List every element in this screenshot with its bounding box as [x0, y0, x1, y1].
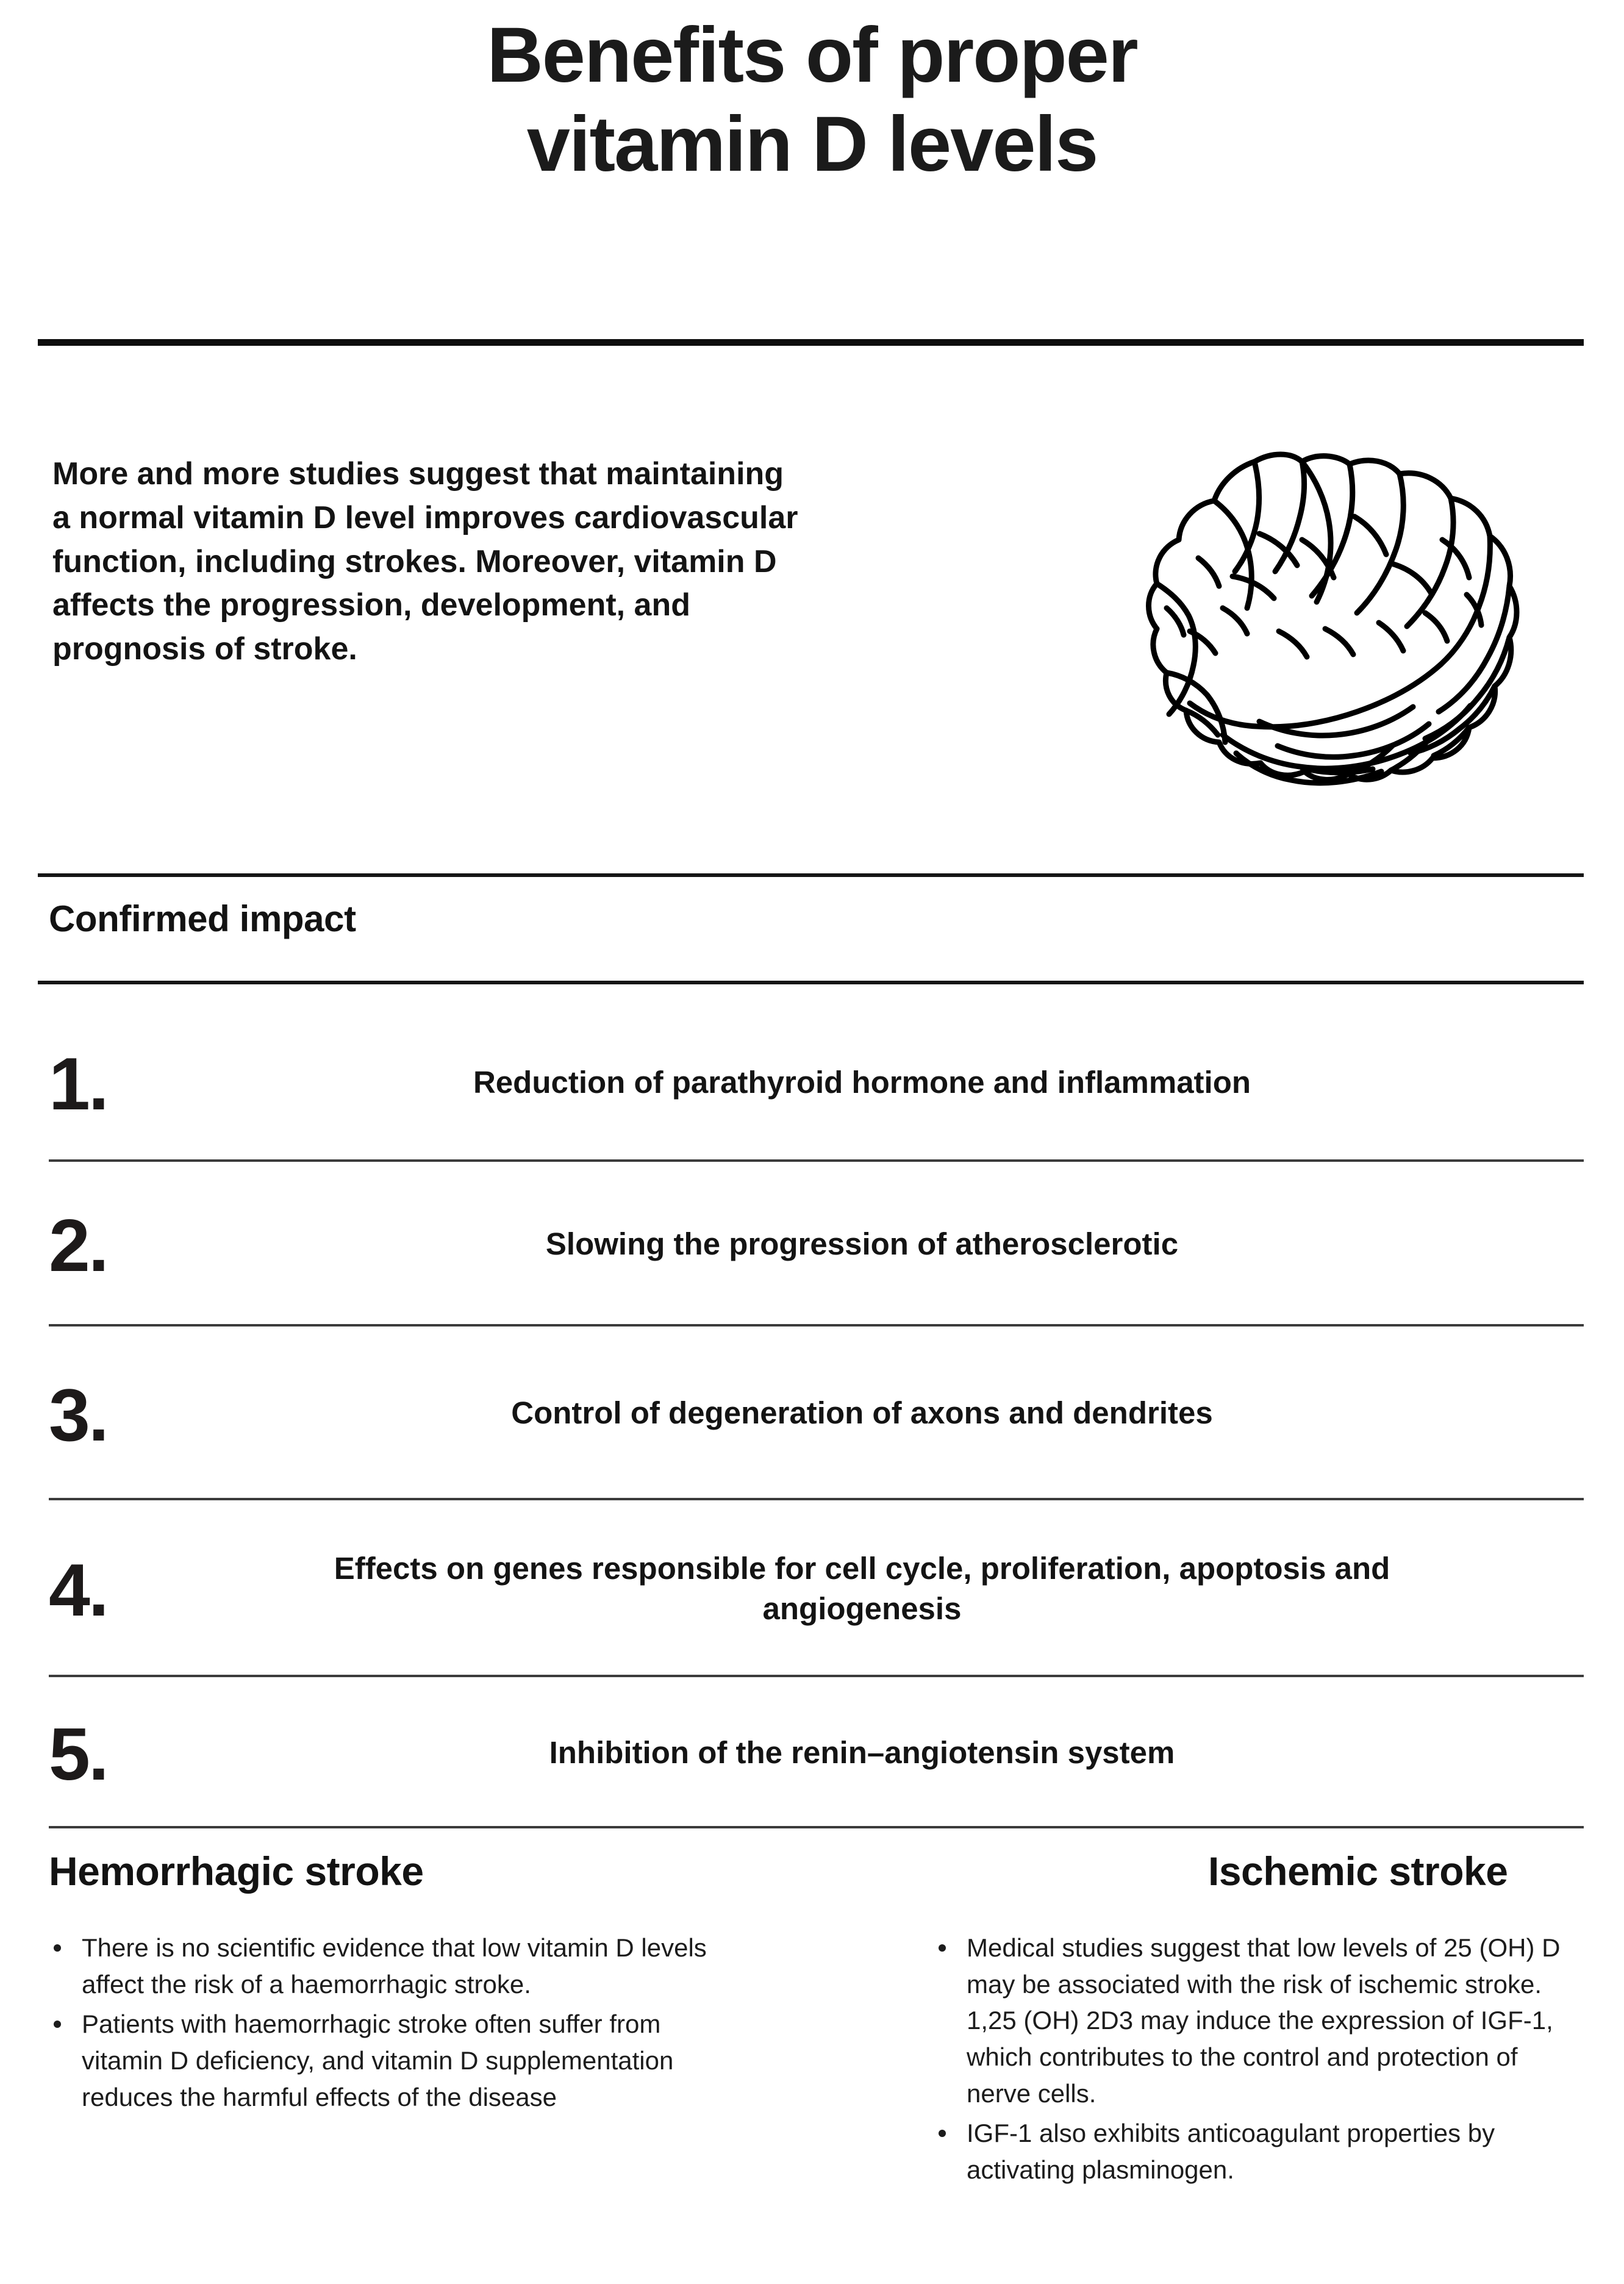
- brain-illustration: [1015, 448, 1564, 796]
- column-heading-hemorrhagic: Hemorrhagic stroke: [49, 1849, 424, 1894]
- impact-row: [0, 1162, 1624, 1326]
- impact-number: 5.: [49, 1713, 107, 1795]
- column-ischemic-stroke: [812, 1848, 1623, 2191]
- list-item: There is no scientific evidence that low vitamin D levels affect the risk of a haemorrhagic stroke.: [49, 1930, 745, 2002]
- column-hemorrhagic-stroke: [0, 1848, 812, 2191]
- column-heading-ischemic: Ischemic stroke: [1208, 1849, 1508, 1894]
- impact-text: Reduction of parathyroid hormone and inflammation: [473, 1064, 1251, 1100]
- impact-text: Inhibition of the renin–angiotensin system: [549, 1734, 1175, 1770]
- impact-number: 3.: [49, 1373, 107, 1456]
- impact-row: [0, 1677, 1624, 1828]
- divider-top: [38, 339, 1584, 346]
- bullet-list-ischemic: [934, 1930, 1587, 2188]
- row-divider: [49, 1826, 1584, 1828]
- impact-number: 1.: [49, 1042, 107, 1125]
- page-title: [0, 11, 1624, 189]
- page-title-line-1: Benefits of proper: [487, 12, 1137, 99]
- divider-below-section-label: [38, 981, 1584, 984]
- impact-text: Effects on genes responsible for cell cycle, proliferation, apoptosis and angiogenesis: [334, 1550, 1390, 1626]
- page-title-line-2: vitamin D levels: [526, 100, 1098, 188]
- impact-number: 4.: [49, 1548, 107, 1631]
- intro-paragraph: More and more studies suggest that maintaining a normal vitamin D level improves cardiovascular function, including strokes. Moreover, vitamin D affects the progression, development, and prognosis of stroke.: [52, 456, 798, 667]
- stroke-comparison-columns: [0, 1848, 1624, 2191]
- bullet-list-hemorrhagic: [49, 1930, 745, 2115]
- impact-number: 2.: [49, 1204, 107, 1287]
- divider-above-section-label: [38, 873, 1584, 877]
- impact-row: [0, 1326, 1624, 1500]
- impact-list: [0, 1003, 1624, 1828]
- impact-text: Control of degeneration of axons and dendrites: [511, 1395, 1213, 1431]
- impact-row: [0, 1003, 1624, 1162]
- impact-text: Slowing the progression of atherosclerotic: [545, 1226, 1179, 1261]
- list-item: IGF-1 also exhibits anticoagulant properties by activating plasminogen.: [934, 2115, 1587, 2188]
- list-item: Patients with haemorrhagic stroke often suffer from vitamin D deficiency, and vitamin D supplementation reduces the harmful effects of the disease: [49, 2006, 745, 2115]
- impact-row: [0, 1500, 1624, 1677]
- section-label-confirmed-impact: Confirmed impact: [49, 898, 356, 939]
- list-item: Medical studies suggest that low levels of 25 (OH) D may be associated with the risk of ischemic stroke. 1,25 (OH) 2D3 may induce the expression of IGF-1, which contributes to the control and protection of nerve cells.: [934, 1930, 1587, 2111]
